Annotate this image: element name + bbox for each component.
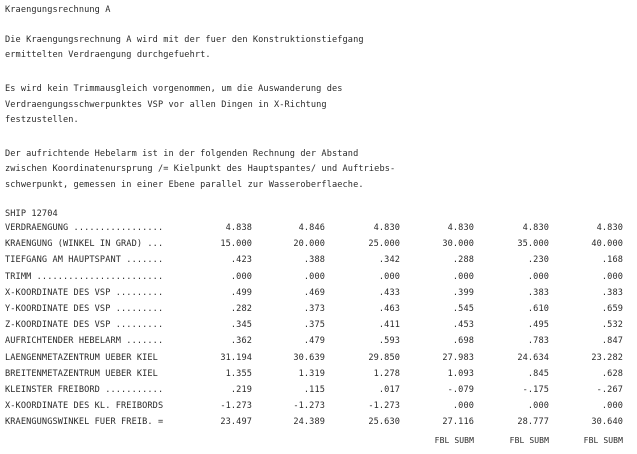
cell-value: 27.983 — [442, 352, 474, 363]
row-label: AUFRICHTENDER HEBELARM ....... — [5, 336, 164, 347]
paragraph-line: ermittelten Verdraengung durchgefuehrt. — [5, 50, 211, 60]
row-label: KRAENGUNG (WINKEL IN GRAD) ... — [5, 239, 164, 250]
cell-value: .628 — [601, 368, 623, 379]
column-footnote: FBL SUBM — [583, 436, 623, 445]
cell-value: 24.634 — [517, 352, 549, 363]
cell-value: 1.355 — [225, 368, 252, 379]
cell-value: 27.116 — [442, 417, 474, 428]
cell-value: .845 — [527, 368, 549, 379]
cell-value: .000 — [527, 271, 549, 282]
cell-value: .399 — [452, 287, 474, 298]
cell-value: 23.497 — [220, 417, 252, 428]
cell-value: .168 — [601, 255, 623, 266]
cell-value: -.079 — [447, 385, 474, 395]
cell-value: .373 — [303, 304, 325, 314]
cell-value: 4.830 — [447, 223, 474, 233]
row-label: Y-KOORDINATE DES VSP ......... — [5, 304, 164, 314]
cell-value: -1.273 — [220, 401, 252, 412]
cell-value: .000 — [303, 271, 325, 282]
cell-value: 4.830 — [522, 223, 549, 233]
cell-value: 1.319 — [298, 368, 325, 379]
cell-value: .499 — [230, 287, 252, 298]
cell-value: .411 — [378, 320, 400, 331]
table-row — [5, 336, 637, 350]
cell-value: 40.000 — [591, 239, 623, 250]
cell-value: 4.830 — [373, 223, 400, 233]
cell-value: 28.777 — [517, 417, 549, 428]
table-row — [5, 255, 637, 269]
column-footnote: FBL SUBM — [434, 436, 474, 445]
cell-value: .000 — [230, 271, 252, 282]
cell-value: .495 — [527, 320, 549, 331]
cell-value: .362 — [230, 336, 252, 347]
cell-value: 15.000 — [220, 239, 252, 250]
cell-value: 35.000 — [517, 239, 549, 250]
cell-value: 25.000 — [368, 239, 400, 250]
cell-value: .219 — [230, 385, 252, 395]
cell-value: .000 — [527, 401, 549, 412]
row-label: VERDRAENGUNG ................. — [5, 223, 164, 233]
cell-value: .388 — [303, 255, 325, 266]
row-label: X-KOORDINATE DES VSP ......... — [5, 287, 164, 298]
cell-value: 31.194 — [220, 352, 252, 363]
cell-value: 30.640 — [591, 417, 623, 428]
row-label: X-KOORDINATE DES KL. FREIBORDS — [5, 401, 164, 412]
row-label: Z-KOORDINATE DES VSP ......... — [5, 320, 164, 331]
row-label: LAENGENMETAZENTRUM UEBER KIEL — [5, 352, 158, 363]
cell-value: .342 — [378, 255, 400, 266]
paragraph-line: Verdraengungsschwerpunktes VSP vor allen Dingen in X-Richtung — [5, 100, 327, 110]
cell-value: .698 — [452, 336, 474, 347]
cell-value: .469 — [303, 287, 325, 298]
document-title: Kraengungsrechnung A — [5, 5, 111, 15]
cell-value: .000 — [452, 401, 474, 412]
cell-value: .000 — [601, 401, 623, 412]
cell-value: 4.846 — [298, 223, 325, 233]
table-row — [5, 272, 637, 286]
cell-value: .545 — [452, 304, 474, 314]
cell-value: -.175 — [522, 385, 549, 395]
cell-value: 1.093 — [447, 368, 474, 379]
ship-id: SHIP 12704 — [5, 209, 58, 219]
cell-value: 25.630 — [368, 417, 400, 428]
row-label: TIEFGANG AM HAUPTSPANT ....... — [5, 255, 164, 266]
cell-value: .288 — [452, 255, 474, 266]
table-row — [5, 385, 637, 399]
cell-value: .463 — [378, 304, 400, 314]
cell-value: .847 — [601, 336, 623, 347]
paragraph-line: schwerpunkt, gemessen in einer Ebene parallel zur Wasseroberflaeche. — [5, 180, 364, 190]
paragraph-line: Es wird kein Trimmausgleich vorgenommen, um die Auswanderung des — [5, 84, 343, 94]
cell-value: -1.273 — [293, 401, 325, 412]
column-footnote: FBL SUBM — [509, 436, 549, 445]
cell-value: -1.273 — [368, 401, 400, 412]
cell-value: .375 — [303, 320, 325, 331]
cell-value: .610 — [527, 304, 549, 314]
table-row — [5, 239, 637, 253]
paragraph-line: zwischen Koordinatenursprung /= Kielpunkt des Hauptspantes/ und Auftriebs- — [5, 164, 396, 174]
cell-value: .783 — [527, 336, 549, 347]
paragraph-line: festzustellen. — [5, 115, 79, 125]
cell-value: 30.639 — [293, 352, 325, 363]
cell-value: .479 — [303, 336, 325, 347]
cell-value: -.267 — [596, 385, 623, 395]
row-label: BREITENMETAZENTRUM UEBER KIEL — [5, 368, 158, 379]
table-row — [5, 223, 637, 237]
table-row — [5, 320, 637, 334]
table-row — [5, 369, 637, 383]
cell-value: .433 — [378, 287, 400, 298]
cell-value: 24.389 — [293, 417, 325, 428]
paragraph-line: Der aufrichtende Hebelarm ist in der folgenden Rechnung der Abstand — [5, 149, 359, 159]
cell-value: .532 — [601, 320, 623, 331]
cell-value: 1.278 — [373, 368, 400, 379]
table-row — [5, 353, 637, 367]
cell-value: .000 — [378, 271, 400, 282]
row-label: TRIMM ........................ — [5, 271, 164, 282]
cell-value: 20.000 — [293, 239, 325, 250]
cell-value: .383 — [527, 287, 549, 298]
paragraph-line: Die Kraengungsrechnung A wird mit der fuer den Konstruktionstiefgang — [5, 35, 364, 45]
cell-value: .282 — [230, 304, 252, 314]
cell-value: .017 — [378, 385, 400, 395]
cell-value: .230 — [527, 255, 549, 266]
table-row — [5, 401, 637, 415]
cell-value: 4.830 — [596, 223, 623, 233]
cell-value: .453 — [452, 320, 474, 331]
cell-value: 30.000 — [442, 239, 474, 250]
cell-value: 4.838 — [225, 223, 252, 233]
cell-value: .383 — [601, 287, 623, 298]
cell-value: .659 — [601, 304, 623, 314]
cell-value: .345 — [230, 320, 252, 331]
cell-value: .000 — [601, 271, 623, 282]
table-row — [5, 417, 637, 431]
cell-value: 29.850 — [368, 352, 400, 363]
cell-value: .423 — [230, 255, 252, 266]
table-row — [5, 304, 637, 318]
cell-value: 23.282 — [591, 352, 623, 363]
cell-value: .000 — [452, 271, 474, 282]
cell-value: .115 — [303, 385, 325, 395]
cell-value: .593 — [378, 336, 400, 347]
table-row — [5, 288, 637, 302]
row-label: KLEINSTER FREIBORD ........... — [5, 385, 164, 395]
row-label: KRAENGUNGSWINKEL FUER FREIB. = — [5, 417, 164, 428]
